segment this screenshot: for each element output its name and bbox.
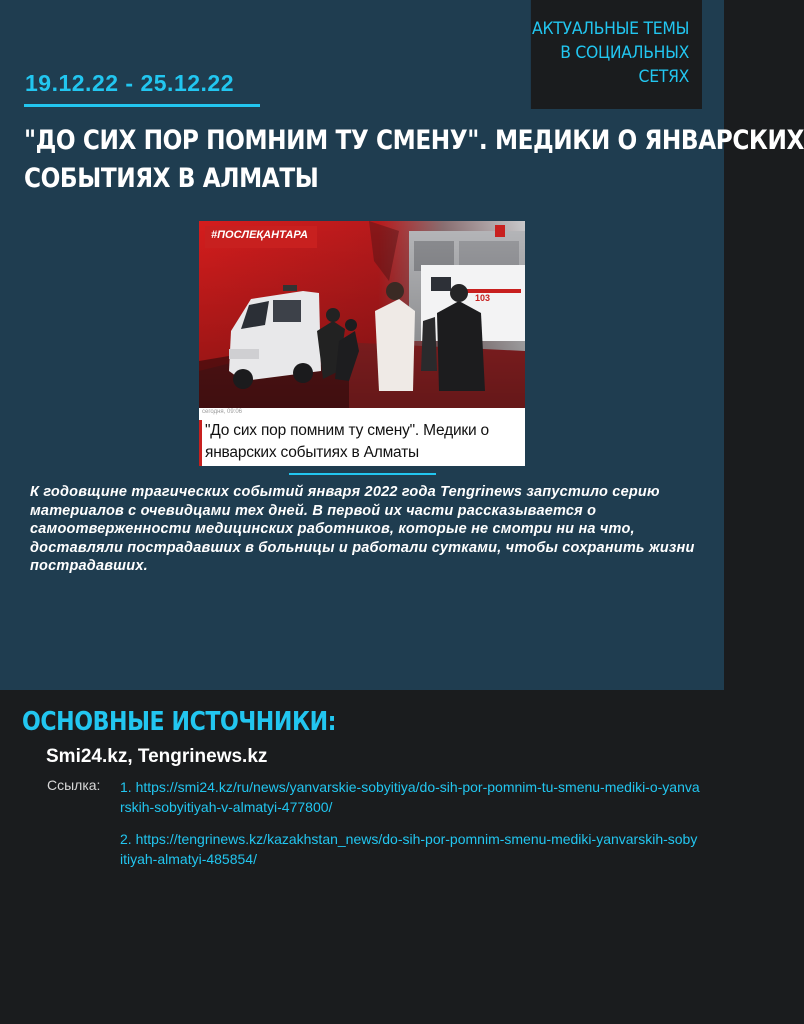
title-line-2: СОБЫТИЯХ В АЛМАТЫ [24,163,319,194]
sources-heading: ОСНОВНЫЕ ИСТОЧНИКИ: [22,707,337,737]
news-photo [199,221,525,409]
source-link-2[interactable]: 2. https://tengrinews.kz/kazakhstan_news/do-sih-por-pomnim-smenu-mediki-yanvarskih-sobyitiyah-almatyi-485854/ [120,831,698,867]
topic-badge [531,0,702,109]
card-caption[interactable]: "До сих пор помним ту смену". Медики о январских событиях в Алматы [205,422,489,461]
badge-line-3: СЕТЯХ [638,67,690,87]
card-accent-bar [199,420,202,466]
card-hashtag: #ПОСЛЕҚАНТАРА [211,229,308,241]
date-range: 19.12.22 - 25.12.22 [25,70,234,96]
lede-text: К годовщине трагических событий января 2022 года Tengrinews запустило серию материалов с очевидцами тех дней. В первой их части рассказывается о самоотверженности медицинских работников, которые не смотри ни на что, доставляли пострадавших в больницы и работали сутками, чтобы сохранить жизни пострадавших. [30,484,695,574]
section-divider [289,473,436,475]
page-title [24,122,804,198]
date-underline [24,104,260,107]
news-card[interactable] [199,221,525,466]
card-timestamp: сегодня, 09:06 [202,409,243,415]
link-label: Ссылка: [47,777,101,793]
sources-names: Smi24.kz, Tengrinews.kz [46,746,268,767]
badge-line-1: АКТУАЛЬНЫЕ ТЕМЫ [532,19,690,39]
ambulance-number: 103 [475,293,491,303]
title-line-1: "ДО СИХ ПОР ПОМНИМ ТУ СМЕНУ". МЕДИКИ О ЯНВАРСКИХ [24,125,804,156]
badge-line-2: В СОЦИАЛЬНЫХ [560,43,690,63]
card-caption-area [199,408,525,466]
source-link-1[interactable]: 1. https://smi24.kz/ru/news/yanvarskie-sobyitiya/do-sih-por-pomnim-tu-smenu-mediki-o-yanvarskih-sobyitiyah-v-almatyi-477800/ [120,779,700,815]
